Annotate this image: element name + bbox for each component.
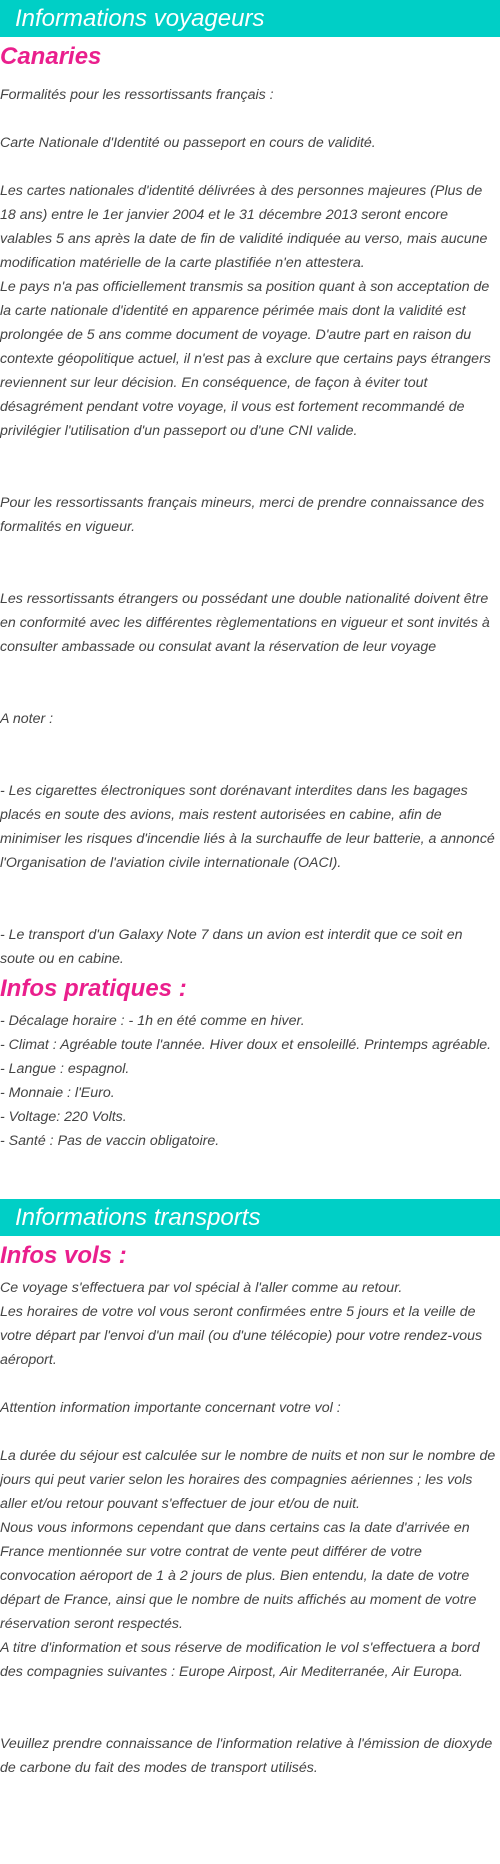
paragraph-co2: Veuillez prendre connaissance de l'information relative à l'émission de dioxyde de carbone du fait des modes de transport utilisés. — [0, 1736, 493, 1776]
practical-item: - Décalage horaire : - 1h en été comme en hiver. — [0, 1013, 305, 1029]
paragraph-galaxy-note: - Le transport d'un Galaxy Note 7 dans un avion est interdit que ce soit en soute ou en cabine. — [0, 927, 463, 967]
paragraph-horaires: Les horaires de votre vol vous seront confirmées entre 5 jours et la veille de votre départ par l'envoi d'un mail (ou d'une télécopie) pour votre rendez-vous aéroport. — [0, 1304, 483, 1368]
paragraph-cartes-majeures: Les cartes nationales d'identité délivrées à des personnes majeures (Plus de 18 ans) entre le 1er janvier 2004 et le 31 décembre 2013 seront encore valables 5 ans après la date de fin de validité indiquée au verso, mais aucune modification matérielle de la carte plastifiée n'en attestera. — [0, 183, 488, 271]
paragraph-etrangers: Les ressortissants étrangers ou possédant une double nationalité doivent être en conformité avec les différentes règlementations en vigueur et sont invités à consulter ambassade ou consulat avant la réservation de leur voyage — [0, 591, 490, 655]
paragraph-cigarettes: - Les cigarettes électroniques sont dorénavant interdites dans les bagages placés en soute des avions, mais restent autorisées en cabine, afin de minimiser les risques d'incendie liés à la surchauffe de leur batterie, a annoncé l'Organisation de l'aviation civile internationale (OACI). — [0, 783, 495, 871]
paragraph-duree-sejour: La durée du séjour est calculée sur le nombre de nuits et non sur le nombre de jours qui peut varier selon les horaires des compagnies aériennes ; les vols aller et/ou retour pouvant s'effectuer de jour et/ou de nuit. — [0, 1448, 496, 1512]
paragraph-mineurs: Pour les ressortissants français mineurs, merci de prendre connaissance des formalités en vigueur. — [0, 495, 485, 535]
heading-canaries: Canaries — [0, 43, 102, 70]
paragraph-cni: Carte Nationale d'Identité ou passeport en cours de validité. — [0, 135, 376, 151]
practical-item: - Santé : Pas de vaccin obligatoire. — [0, 1133, 220, 1149]
section-banner-transports: Informations transports — [0, 1199, 500, 1236]
practical-item: - Langue : espagnol. — [0, 1061, 130, 1077]
practical-item: - Voltage: 220 Volts. — [0, 1109, 127, 1125]
section-banner-voyageurs: Informations voyageurs — [0, 0, 500, 37]
heading-infos-vols: Infos vols : — [0, 1242, 127, 1269]
paragraph-compagnies: A titre d'information et sous réserve de modification le vol s'effectuera a bord des compagnies suivantes : Europe Airpost, Air Mediterranée, Air Europa. — [0, 1640, 480, 1680]
paragraph-attention: Attention information importante concernant votre vol : — [0, 1400, 341, 1416]
practical-item: - Monnaie : l'Euro. — [0, 1085, 115, 1101]
paragraph-date-arrivee: Nous vous informons cependant que dans certains cas la date d'arrivée en France mentionnée sur votre contrat de vente peut différer de votre convocation aéroport de 1 à 2 jours de plus. Bien entendu, la date de votre départ de France, ainsi que le nombre de nuits affichés au moment de votre réservation seront respectés. — [0, 1520, 477, 1632]
practical-item: - Climat : Agréable toute l'année. Hiver doux et ensoleillé. Printemps agréable. — [0, 1037, 492, 1053]
paragraph-a-noter: A noter : — [0, 711, 54, 727]
heading-infos-pratiques: Infos pratiques : — [0, 975, 187, 1002]
paragraph-position-pays: Le pays n'a pas officiellement transmis sa position quant à son acceptation de la carte nationale d'identité en apparence périmée mais dont la validité est prolongée de 5 ans comme document de voyage. D'autre part en raison du contexte géopolitique actuel, il n'est pas à exclure que certains pays étrangers reviennent sur leur décision. En conséquence, de façon à éviter tout désagrément pendant votre voyage, il vous est fortement recommandé de privilégier l'utilisation d'un passeport ou d'une CNI valide. — [0, 279, 491, 439]
paragraph-formalites: Formalités pour les ressortissants français : — [0, 87, 274, 103]
paragraph-vol-special: Ce voyage s'effectuera par vol spécial à l'aller comme au retour. — [0, 1280, 403, 1296]
